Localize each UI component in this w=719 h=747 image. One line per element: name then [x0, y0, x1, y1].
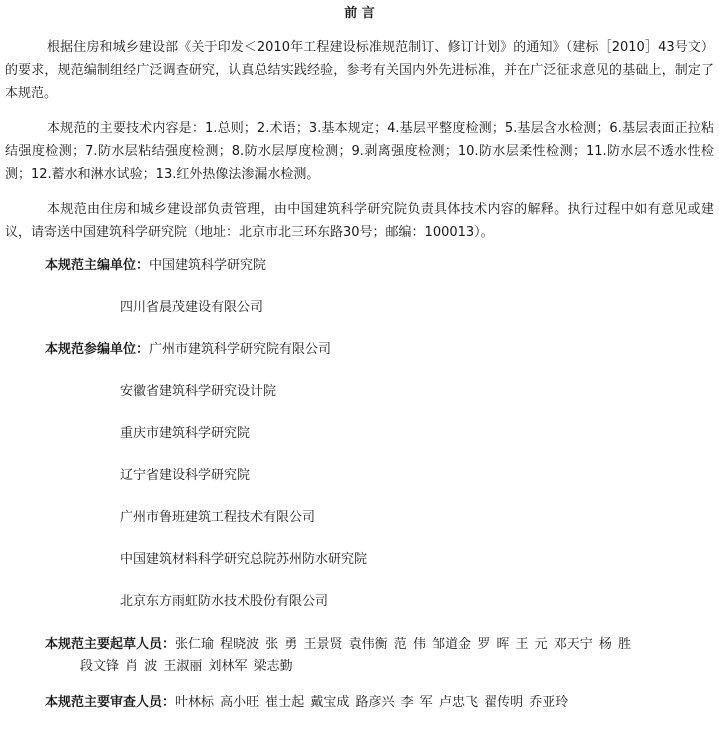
- chief-unit: 中国建筑科学研究院: [149, 258, 267, 273]
- participating-unit-line-3: 重庆市建筑科学研究院: [120, 426, 251, 441]
- chief-unit-line-2: 四川省晨茂建设有限公司: [120, 300, 264, 315]
- participating-unit-line-1: [45, 340, 714, 360]
- drafters-names-line-2: 段文锋 肖 波 王淑丽 刘林军 梁志勤: [80, 659, 293, 674]
- participating-unit-line-5: 广州市鲁班建筑工程技术有限公司: [120, 510, 316, 525]
- management-paragraph: 本规范由住房和城乡建设部负责管理，由中国建筑科学研究院负责具体技术内容的解释。执行过程中如有意见或建议，请寄送中国建筑科学研究院（地址：北京市北三环东路30号；邮编：100013）。: [5, 202, 714, 240]
- chief-unit-line-1: [45, 256, 714, 276]
- participating-unit-line-2: 安徽省建筑科学研究设计院: [120, 384, 277, 399]
- contents-paragraph: 本规范的主要技术内容是：1.总则；2.术语；3.基本规定；4.基层平整度检测；5.基层含水检测；6.基层表面正拉粘结强度检测；7.防水层粘结强度检测；8.防水层厚度检测；9.剥离强度检测；10.防水层柔性检测；11.防水层不透水性检测；12.蓄水和淋水试验；13.红外热像法渗漏水检测。: [5, 121, 714, 182]
- participating-unit: 广州市建筑科学研究院有限公司: [149, 342, 332, 357]
- drafters-section: [45, 634, 714, 678]
- participating-units-label: 本规范参编单位：: [45, 342, 150, 357]
- drafters-label: 本规范主要起草人员：: [45, 637, 176, 652]
- participating-unit-line-7: 北京东方雨虹防水技术股份有限公司: [120, 594, 329, 609]
- document-title: 前 言: [344, 6, 375, 21]
- participating-units-section: [45, 340, 714, 612]
- reviewers-section: [45, 692, 714, 714]
- drafters-names-line-1: 张仁瑜 程晓波 张 勇 王景贤 袁伟衡 范 伟 邹道金 罗 晖 王 元 邓天宁 杨 胜: [175, 637, 632, 652]
- participating-unit-line-4: 辽宁省建设科学研究院: [120, 468, 251, 483]
- chief-units-label: 本规范主编单位：: [45, 258, 150, 273]
- intro-paragraph: 根据住房和城乡建设部《关于印发＜2010年工程建设标准规范制订、修订计划》的通知》（建标［2010］43号文）的要求，规范编制组经广泛调查研究，认真总结实践经验，参考有关国内外先进标准，并在广泛征求意见的基础上，制定了本规范。: [5, 40, 714, 101]
- reviewers-names-line-1: 叶林标 高小旺 崔士起 戴宝成 路彦兴 李 军 卢忠飞 翟传明 乔亚玲: [175, 695, 569, 710]
- participating-unit-line-6: 中国建筑材料科学研究总院苏州防水研究院: [120, 552, 368, 567]
- reviewers-label: 本规范主要审查人员：: [45, 695, 176, 710]
- chief-units-section: [45, 256, 714, 318]
